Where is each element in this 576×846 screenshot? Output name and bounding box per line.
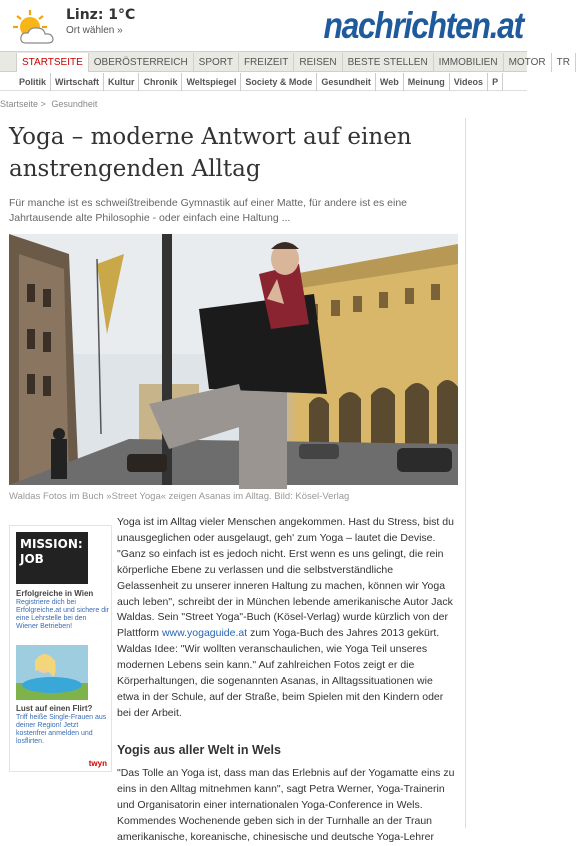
subnav-society[interactable]: Society & Mode: [241, 73, 317, 91]
ad-text-1[interactable]: Registriere dich bei Erfolgreiche.at und sichere dir eine Lehrstelle bei den Wiener Betrieben!: [16, 599, 109, 630]
nav-sport[interactable]: SPORT: [194, 53, 239, 72]
ad-box[interactable]: [9, 525, 112, 772]
ad-brand-twyn[interactable]: twyn: [88, 759, 107, 768]
nav-freizeit[interactable]: FREIZEIT: [239, 53, 294, 72]
subnav-p[interactable]: P: [488, 73, 503, 91]
nav-motor[interactable]: MOTOR: [504, 53, 552, 72]
subnav-politik[interactable]: Politik: [15, 73, 51, 91]
breadcrumb-current[interactable]: Gesundheit: [51, 99, 98, 109]
subnav-gesundheit[interactable]: Gesundheit: [317, 73, 376, 91]
ad-heading-1[interactable]: Erfolgreiche in Wien: [16, 589, 94, 598]
column-divider: [465, 118, 466, 828]
ad-heading-2[interactable]: Lust auf einen Flirt?: [16, 704, 93, 713]
nav-immobilien[interactable]: IMMOBILIEN: [434, 53, 504, 72]
subnav-videos[interactable]: Videos: [450, 73, 488, 91]
yogaguide-link[interactable]: www.yogaguide.at: [161, 627, 248, 640]
nav-tr[interactable]: TR: [552, 53, 576, 72]
article-photo[interactable]: [9, 234, 458, 485]
article-lead: Für manche ist es schweißtreibende Gymnastik auf einer Matte, für andere ist es eine Jahrtausende alte Philosophie - oder einfach eine Haltung ...: [9, 197, 408, 224]
article-body-paragraph-1: [117, 515, 457, 722]
body-text-2: zum Yoga-Buch des Jahres 2013 gekürt. Waldas Idee: "Wir wollten veranschaulichen, wie Yoga Teil unseres modernen Lebens sein kann." Auf zahlreichen Fotos zeigt er die Körperhaltungen, die sogenannten Asanas, in Alltagssituationen wie etwa in der Schule, auf der Straße, beim Spielen mit den Kindern oder bei der Arbeit.: [117, 627, 444, 719]
body-text-1: Yoga ist im Alltag vieler Menschen angekommen. Hast du Stress, bist du unausgeglichen oder ausgelaugt, geh' zum Yoga – lautet die Devise. "Ganz so einfach ist es jedoch nicht. Erst wenn es uns gelingt, die rein körperliche Ebene zu verlassen und die selbstverständliche Gelassenheit zu unserer inneren Haltung zu machen, können wir Yoga auch leben", schreibt der in München lebende amerikanische Autor Jack Waldas. Sein "Street Yoga"-Buch (Kösel-Verlag) wurde kürzlich von der Plattform: [117, 516, 454, 640]
nav-oberoesterreich[interactable]: OBERÖSTERREICH: [89, 53, 194, 72]
nav-startseite[interactable]: STARTSEITE: [16, 53, 89, 72]
primary-nav: [0, 51, 570, 72]
subnav-chronik[interactable]: Chronik: [139, 73, 182, 91]
ad-mission-job-banner[interactable]: MISSION: JOB: [16, 532, 88, 584]
street-yoga-photo: [9, 234, 458, 485]
partly-cloudy-icon: [12, 8, 58, 46]
ad-flirt-image[interactable]: [16, 645, 88, 700]
breadcrumb-separator: >: [40, 99, 46, 109]
nav-reisen[interactable]: REISEN: [294, 53, 342, 72]
weather-city: Linz: 1°C: [66, 7, 136, 23]
article-title: Yoga – moderne Antwort auf einen anstrengenden Alltag: [9, 124, 412, 182]
subnav-web[interactable]: Web: [376, 73, 404, 91]
breadcrumb-home[interactable]: Startseite: [0, 99, 39, 109]
subnav-meinung[interactable]: Meinung: [404, 73, 450, 91]
subnav-kultur[interactable]: Kultur: [104, 73, 140, 91]
nav-beste-stellen[interactable]: BESTE STELLEN: [343, 53, 434, 72]
article-subheading: Yogis aus aller Welt in Wels: [117, 743, 281, 757]
article-body-paragraph-2: [117, 766, 457, 846]
choose-location-link[interactable]: Ort wählen »: [66, 25, 123, 36]
site-header: [0, 0, 527, 48]
site-logo[interactable]: nachrichten.at: [323, 5, 523, 46]
breadcrumb: [0, 99, 97, 109]
subnav-weltspiegel[interactable]: Weltspiegel: [182, 73, 241, 91]
body-text-3: "Das Tolle an Yoga ist, dass man das Erlebnis auf der Yogamatte eins zu eins in den Alltag mitnehmen kann", sagt Petra Werner, Yoga-Trainerin und Organisatorin einer internationalen Yoga-Conference in Wels. Kommendes Wochenende geben sich in der Turnhalle an der Traun amerikanische, koreanische, chinesische und deutsche Yoga-Lehrer: [117, 767, 455, 843]
photo-caption: Waldas Fotos im Buch »Street Yoga« zeigen Asanas im Alltag. Bild: Kösel-Verlag: [9, 491, 350, 502]
secondary-nav: [0, 72, 527, 91]
subnav-wirtschaft[interactable]: Wirtschaft: [51, 73, 104, 91]
ad-text-2[interactable]: Triff heiße Single-Frauen aus deiner Region! Jetzt kostenfrei anmelden und losflirten.: [16, 714, 107, 745]
